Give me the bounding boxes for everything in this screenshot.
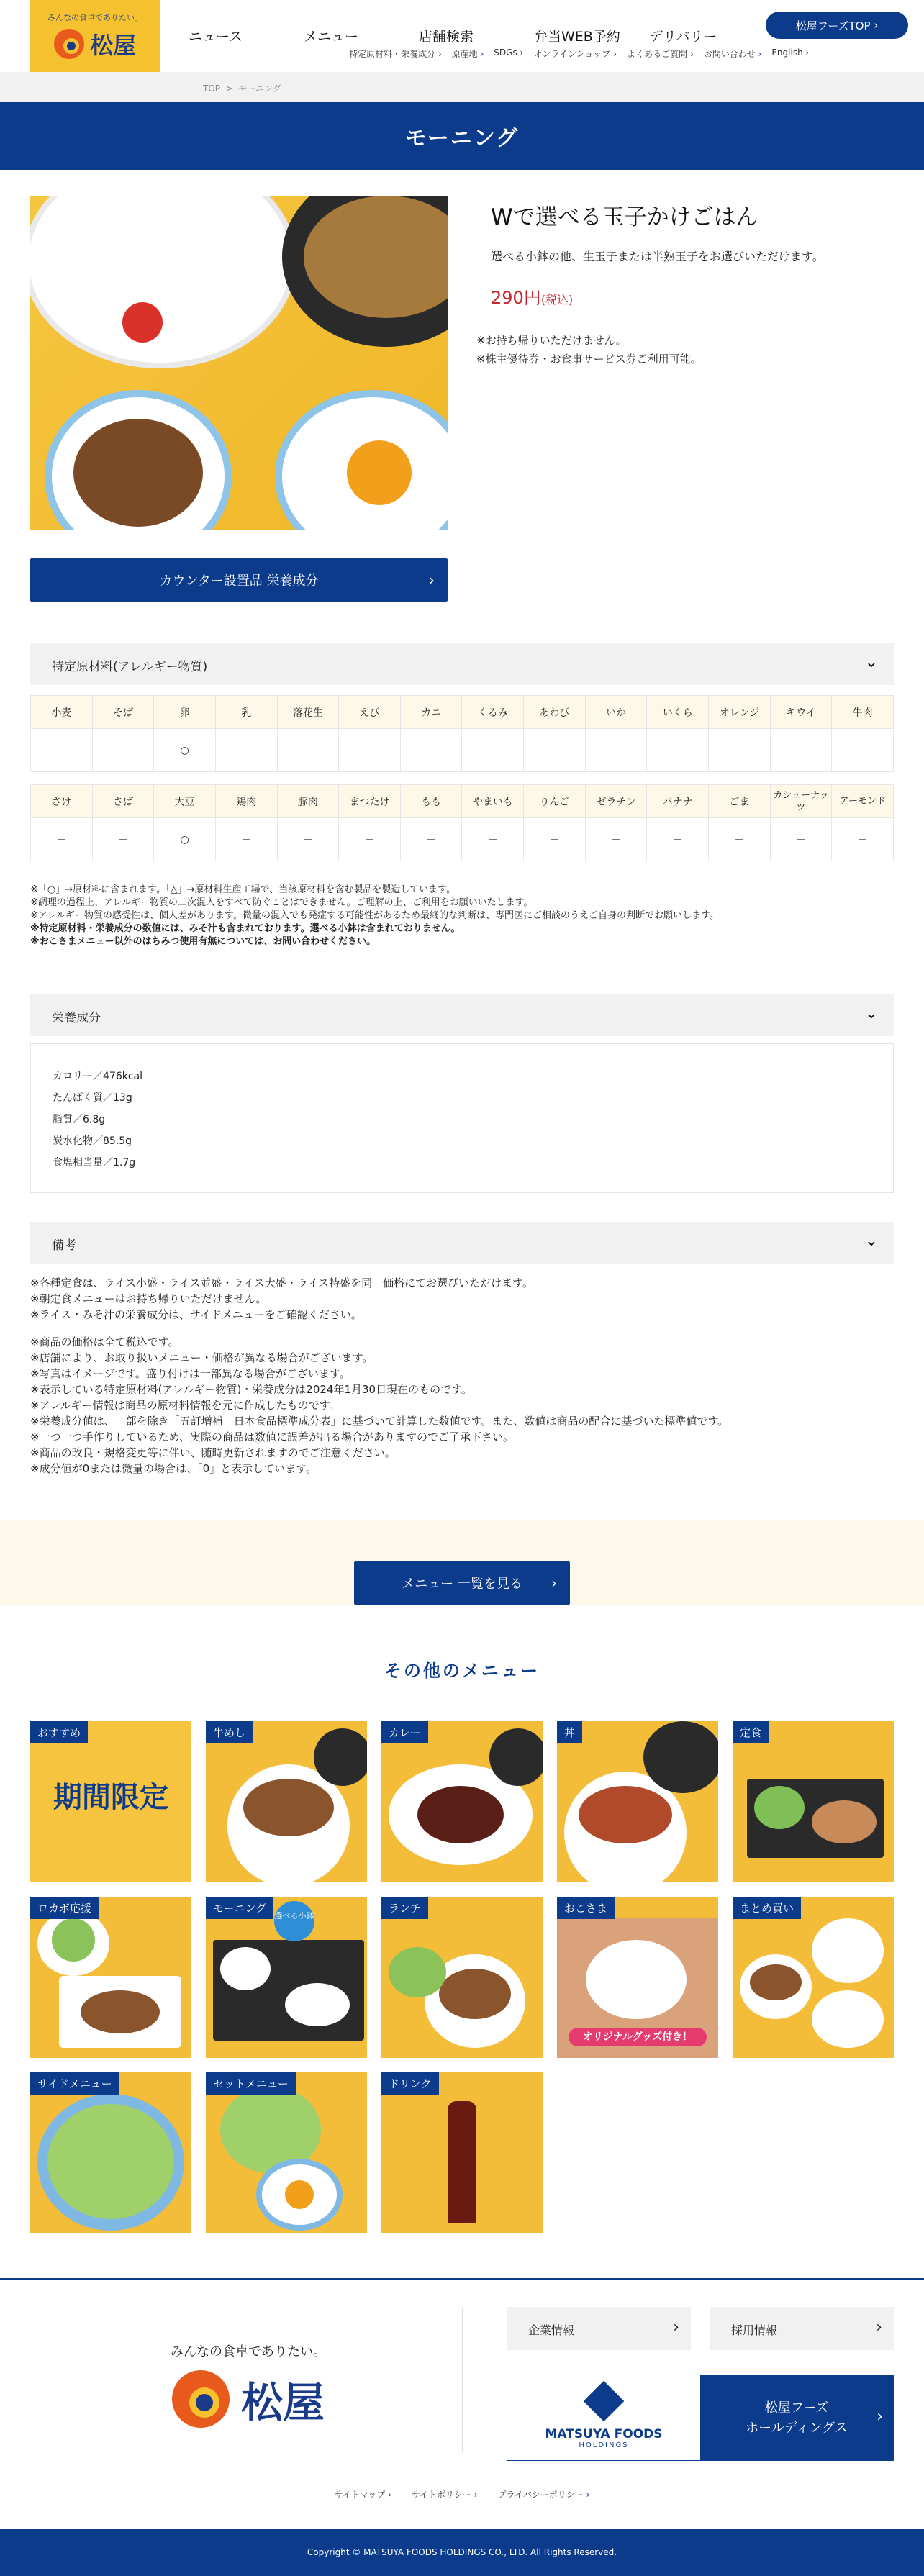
menu-card-set[interactable] bbox=[206, 2072, 367, 2233]
menu-card-lunch[interactable] bbox=[381, 1897, 543, 2058]
soup-image bbox=[489, 1728, 543, 1786]
allergen-value: － bbox=[277, 818, 339, 861]
note-vouchers: ※株主優待券・お食事サービス券ご利用可能。 bbox=[476, 353, 702, 366]
curry-image bbox=[417, 1786, 504, 1843]
menu-card-label: モーニング bbox=[206, 1897, 273, 1919]
soup-image bbox=[314, 1728, 367, 1786]
nutrition-carbs: 炭水化物／85.5g bbox=[53, 1135, 132, 1147]
allergen-value: － bbox=[215, 818, 277, 861]
menu-card-label: ドリンク bbox=[381, 2072, 439, 2095]
footer-logo-name: 松屋 bbox=[240, 2378, 325, 2427]
soup-image bbox=[643, 1721, 718, 1793]
remark: ※表示している特定原材料(アレルギー物質)・栄養成分は2024年1月30日現在のものです。 bbox=[30, 1383, 472, 1396]
allergen-name: まつたけ bbox=[339, 785, 401, 818]
logo-mark-icon bbox=[172, 2370, 230, 2428]
don-image bbox=[579, 1786, 672, 1843]
remark: ※写真はイメージです。盛り付けは一部異なる場合がございます。 bbox=[30, 1367, 350, 1380]
allergen-value: － bbox=[832, 818, 894, 861]
allergy-table-1 bbox=[30, 695, 894, 772]
allergen-value: － bbox=[31, 818, 93, 861]
allergen-value: － bbox=[277, 729, 339, 772]
nutrition-heading: 栄養成分 bbox=[52, 1011, 101, 1025]
counter-nutrition-label: カウンター設置品 栄養成分 bbox=[159, 573, 319, 589]
side-dish-image bbox=[45, 390, 232, 530]
allergen-value: － bbox=[647, 818, 709, 861]
corporate-info-button[interactable]: 企業情報 › bbox=[507, 2307, 691, 2350]
remark: ※ライス・みそ汁の栄養成分は、サイドメニューをご確認ください。 bbox=[30, 1308, 362, 1321]
original-goods-banner: オリジナルグッズ付き！ bbox=[569, 2028, 707, 2046]
holdings-logo bbox=[507, 2375, 700, 2460]
holdings-line-2: ホールディングス bbox=[746, 2421, 848, 2436]
allergen-value: － bbox=[339, 818, 401, 861]
chevron-down-icon: ⌄ bbox=[864, 1232, 878, 1250]
allergy-table-2 bbox=[30, 784, 894, 861]
nutrition-salt: 食塩相当量／1.7g bbox=[53, 1157, 136, 1169]
egg-yolk-image bbox=[285, 2180, 314, 2209]
allergen-name: アーモンド bbox=[832, 785, 894, 818]
salad-image bbox=[52, 1918, 95, 1962]
allergen-name: 豚肉 bbox=[277, 785, 339, 818]
holdings-logo-sub: HOLDINGS bbox=[579, 2441, 629, 2449]
recruit-info-button[interactable]: 採用情報 › bbox=[710, 2307, 894, 2350]
nav-delivery[interactable]: デリバリー bbox=[649, 29, 717, 45]
allergen-value: － bbox=[462, 818, 524, 861]
holdings-diamond-icon bbox=[584, 2380, 625, 2421]
menu-card-label: おこさま bbox=[557, 1897, 615, 1919]
breadcrumb bbox=[0, 72, 924, 102]
bowl-image bbox=[812, 1918, 884, 1983]
allergen-name: カシューナッツ bbox=[770, 785, 832, 818]
menu-card-label: まとめ買い bbox=[733, 1897, 801, 1919]
remark: ※各種定食は、ライス小盛・ライス並盛・ライス大盛・ライス特盛を同一価格にてお選びいただけます。 bbox=[30, 1276, 533, 1289]
beef-image bbox=[439, 1969, 511, 2019]
main-nav bbox=[189, 26, 764, 45]
allergen-name: 大豆 bbox=[154, 785, 216, 818]
allergen-name: いか bbox=[585, 696, 647, 729]
allergen-name: ゼラチン bbox=[585, 785, 647, 818]
allergen-value: － bbox=[92, 729, 154, 772]
remark: ※朝定食メニューはお持ち帰りいただけません。 bbox=[30, 1292, 267, 1305]
remarks-group-2 bbox=[30, 1334, 728, 1477]
breadcrumb-separator: > bbox=[225, 83, 233, 94]
miso-soup-image bbox=[282, 196, 448, 347]
allergen-name: 小麦 bbox=[31, 696, 93, 729]
menu-card-don[interactable] bbox=[557, 1721, 718, 1882]
allergen-name: 乳 bbox=[215, 696, 277, 729]
allergen-name: さけ bbox=[31, 785, 93, 818]
site-logo[interactable] bbox=[30, 0, 160, 72]
remark: ※栄養成分値は、一部を除き「五訂増補 日本食品標準成分表」に基づいて計算した数値です。また、数値は商品の配合に基づいた標準値です。 bbox=[30, 1415, 729, 1428]
counter-nutrition-button[interactable] bbox=[30, 558, 448, 602]
allergen-name: 卵 bbox=[154, 696, 216, 729]
bowl-image bbox=[812, 1990, 884, 2048]
allergen-name: カニ bbox=[400, 696, 462, 729]
nav-store-search[interactable]: 店舗検索 bbox=[419, 29, 474, 45]
allergy-note: ※「○」→原材料に含まれます。「△」→原材料生産工場で、当該原材料を含む製品を製造しています。 bbox=[30, 884, 456, 895]
chevron-down-icon: ⌄ bbox=[864, 653, 878, 671]
allergen-value: － bbox=[400, 818, 462, 861]
choice-badge: 選べる小鉢 bbox=[274, 1901, 314, 1941]
holdings-banner[interactable] bbox=[507, 2375, 894, 2461]
allergen-value: － bbox=[770, 729, 832, 772]
product-name: Wで選べる玉子かけごはん bbox=[491, 204, 758, 230]
menu-list-button[interactable] bbox=[354, 1561, 570, 1605]
footer-tagline: みんなの食卓でありたい。 bbox=[171, 2344, 326, 2359]
chevron-right-icon: › bbox=[429, 571, 435, 589]
nav-news[interactable]: ニュース bbox=[189, 29, 243, 45]
allergen-value: － bbox=[339, 729, 401, 772]
allergen-name: 鶏肉 bbox=[215, 785, 277, 818]
allergen-name: オレンジ bbox=[709, 696, 771, 729]
nutrition-panel bbox=[30, 1043, 894, 1193]
allergen-value: － bbox=[709, 818, 771, 861]
nutrition-fat: 脂質／6.8g bbox=[53, 1114, 106, 1125]
allergy-accordion[interactable] bbox=[30, 643, 894, 685]
menu-card-label: カレー bbox=[381, 1721, 428, 1743]
allergen-name: そば bbox=[92, 696, 154, 729]
chevron-right-icon: › bbox=[877, 2408, 883, 2426]
footer-link-privacy[interactable]: プライバシーポリシー › bbox=[497, 2490, 589, 2500]
salad-image bbox=[754, 1786, 805, 1829]
meat-image bbox=[812, 1800, 877, 1843]
allergen-name: 牛肉 bbox=[832, 696, 894, 729]
other-menu-heading: その他のメニュー bbox=[384, 1661, 540, 1681]
remark: ※一つ一つ手作りしているため、実際の商品は数値に誤差が出る場合がありますのでご了承下さい。 bbox=[30, 1430, 514, 1443]
allergy-heading: 特定原材料(アレルギー物質) bbox=[52, 660, 208, 674]
matsuya-foods-top-button[interactable] bbox=[766, 12, 908, 39]
menu-card-curry[interactable] bbox=[381, 1721, 543, 1882]
allergen-value: － bbox=[92, 818, 154, 861]
allergen-value: － bbox=[462, 729, 524, 772]
allergy-note-bold: ※特定原材料・栄養成分の数値には、みそ汁も含まれております。選べる小鉢は含まれておりません。 bbox=[30, 923, 461, 934]
menu-card-lowcarb[interactable] bbox=[30, 1897, 191, 2058]
plate-image bbox=[586, 1940, 687, 2019]
remarks-group-1 bbox=[30, 1275, 533, 1323]
allergen-value: － bbox=[585, 818, 647, 861]
footer-logo[interactable] bbox=[158, 2341, 338, 2429]
allergen-name: もも bbox=[400, 785, 462, 818]
logo-name: 松屋 bbox=[89, 32, 136, 59]
subnav-contact[interactable]: お問い合わせ › bbox=[704, 47, 762, 60]
price-tax: (税込) bbox=[540, 293, 574, 307]
menu-card-label: セットメニュー bbox=[206, 2072, 296, 2095]
menu-card-teishoku[interactable] bbox=[733, 1721, 894, 1882]
allergy-note: ※調理の過程上、アレルギー物質の二次混入をすべて防ぐことはできません。ご理解の上、ご利用をお願いいたします。 bbox=[30, 897, 533, 908]
logo-tagline: みんなの食卓でありたい。 bbox=[47, 13, 142, 22]
allergen-name: キウイ bbox=[770, 696, 832, 729]
remark: ※店舗により、お取り扱いメニュー・価格が異なる場合がございます。 bbox=[30, 1351, 373, 1364]
salad-image bbox=[389, 1947, 446, 1997]
allergen-value: ○ bbox=[154, 729, 216, 772]
holdings-logo-text: MATSUYA FOODS bbox=[545, 2426, 663, 2441]
allergen-name: くるみ bbox=[462, 696, 524, 729]
menu-card-label: サイドメニュー bbox=[30, 2072, 119, 2095]
site-header bbox=[0, 0, 924, 72]
menu-card-morning[interactable] bbox=[206, 1897, 367, 2058]
allergen-name: やまいも bbox=[462, 785, 524, 818]
note-takeout: ※お持ち帰りいただけません。 bbox=[476, 334, 627, 347]
allergen-value: － bbox=[585, 729, 647, 772]
chevron-right-icon: › bbox=[551, 1574, 557, 1592]
egg-image bbox=[285, 1983, 350, 2026]
menu-card-label: 定食 bbox=[733, 1721, 769, 1743]
tea-bottle-image bbox=[448, 2101, 476, 2223]
rice-bowl-image bbox=[30, 196, 296, 368]
allergen-value: － bbox=[524, 729, 586, 772]
allergen-value: － bbox=[400, 729, 462, 772]
chevron-right-icon: › bbox=[874, 19, 879, 32]
menu-card-kids[interactable] bbox=[557, 1897, 718, 2058]
subnav-origin[interactable]: 原産地 › bbox=[452, 47, 484, 60]
salad-image bbox=[47, 2104, 174, 2219]
rice-image bbox=[220, 1947, 271, 1990]
allergen-value: － bbox=[215, 729, 277, 772]
beef-image bbox=[243, 1779, 334, 1836]
sub-nav bbox=[349, 47, 809, 60]
allergen-value: － bbox=[832, 729, 894, 772]
menu-card-bulk[interactable] bbox=[733, 1897, 894, 2058]
remarks-accordion[interactable] bbox=[30, 1222, 894, 1264]
holdings-line-1: 松屋フーズ bbox=[764, 2400, 829, 2416]
raw-egg-image bbox=[275, 390, 448, 530]
allergy-notes bbox=[30, 884, 719, 948]
nutrition-protein: たんぱく質／13g bbox=[53, 1092, 132, 1104]
menu-card-label: ランチ bbox=[381, 1897, 428, 1919]
allergen-name: あわび bbox=[524, 696, 586, 729]
subnav-faq[interactable]: よくあるご質問 › bbox=[627, 47, 694, 60]
menu-card-label: 丼 bbox=[557, 1721, 582, 1743]
allergy-note: ※アレルギー物質の感受性は、個人差があります。微量の混入でも発症する可能性があるため最終的な判断は、専門医にご相談のうえご自身の判断でお願いします。 bbox=[30, 910, 719, 921]
limited-time-text: 期間限定 bbox=[53, 1781, 168, 1814]
menu-card-side[interactable] bbox=[30, 2072, 191, 2233]
page-title: モーニング bbox=[0, 102, 924, 170]
allergen-value: － bbox=[647, 729, 709, 772]
menu-card-gyumeshi[interactable] bbox=[206, 1721, 367, 1882]
nav-menu[interactable]: メニュー bbox=[304, 29, 359, 45]
allergen-value: － bbox=[709, 729, 771, 772]
allergen-value: ○ bbox=[154, 818, 216, 861]
allergen-value: － bbox=[770, 818, 832, 861]
remark: ※商品の改良・規格変更等に伴い、随時更新されますのでご注意ください。 bbox=[30, 1446, 396, 1459]
copyright: Copyright © MATSUYA FOODS HOLDINGS CO., LTD. All Rights Reserved. bbox=[0, 2529, 924, 2576]
footer-links bbox=[0, 2488, 924, 2500]
chevron-down-icon: ⌄ bbox=[864, 1004, 878, 1022]
allergen-name: りんご bbox=[524, 785, 586, 818]
nav-bento-order[interactable]: 弁当WEB予約 bbox=[534, 29, 620, 45]
subnav-english[interactable]: English › bbox=[771, 47, 809, 60]
remark: ※アレルギー情報は商品の原材料情報を元に作成したものです。 bbox=[30, 1399, 340, 1412]
nutrition-accordion[interactable] bbox=[30, 994, 894, 1036]
subnav-allergy[interactable]: 特定原材料・栄養成分 › bbox=[349, 47, 442, 60]
menu-card-label: ロカボ応援 bbox=[30, 1897, 99, 1919]
allergen-name: 落花生 bbox=[277, 696, 339, 729]
product-notes bbox=[476, 331, 702, 368]
menu-card-label: 牛めし bbox=[206, 1721, 253, 1743]
product-price bbox=[491, 284, 573, 309]
allergen-name: バナナ bbox=[647, 785, 709, 818]
beef-image bbox=[750, 1964, 802, 2000]
allergen-name: さば bbox=[92, 785, 154, 818]
footer-vertical-divider bbox=[462, 2308, 463, 2452]
allergen-name: えび bbox=[339, 696, 401, 729]
product-photo bbox=[30, 196, 448, 530]
breadcrumb-current: モーニング bbox=[238, 83, 281, 94]
allergen-name: いくら bbox=[647, 696, 709, 729]
allergen-value: － bbox=[31, 729, 93, 772]
menu-card-label: おすすめ bbox=[30, 1721, 88, 1743]
menu-card-recommend[interactable] bbox=[30, 1721, 191, 1882]
remark: ※商品の価格は全て税込です。 bbox=[30, 1335, 179, 1348]
breadcrumb-home[interactable]: TOP bbox=[203, 83, 221, 94]
allergen-value: － bbox=[524, 818, 586, 861]
subnav-online-shop[interactable]: オンラインショップ › bbox=[533, 47, 617, 60]
allergen-name: ごま bbox=[709, 785, 771, 818]
allergy-note-bold: ※おこさまメニュー以外のはちみつ使用有無については、お問い合わせください。 bbox=[30, 936, 376, 947]
remarks-heading: 備考 bbox=[52, 1238, 76, 1253]
meat-image bbox=[81, 1990, 160, 2033]
subnav-sdgs[interactable]: SDGs › bbox=[494, 47, 523, 60]
menu-list-label: メニュー 一覧を見る bbox=[402, 1577, 522, 1592]
footer-link-sitemap[interactable]: サイトマップ › bbox=[335, 2490, 391, 2500]
logo-mark-icon bbox=[54, 29, 84, 59]
product-description: 選べる小鉢の他、生玉子または半熟玉子をお選びいただけます。 bbox=[491, 250, 824, 263]
top-button-label: 松屋フーズTOP bbox=[795, 19, 871, 32]
remark: ※成分値が0または微量の場合は、「0」と表示しています。 bbox=[30, 1462, 317, 1475]
menu-card-drink[interactable] bbox=[381, 2072, 543, 2233]
footer-link-site-policy[interactable]: サイトポリシー › bbox=[412, 2490, 478, 2500]
holdings-link[interactable] bbox=[700, 2375, 893, 2460]
footer-divider bbox=[0, 2278, 924, 2280]
price-value: 290円 bbox=[491, 288, 541, 308]
nutrition-calories: カロリー／476kcal bbox=[53, 1071, 142, 1082]
